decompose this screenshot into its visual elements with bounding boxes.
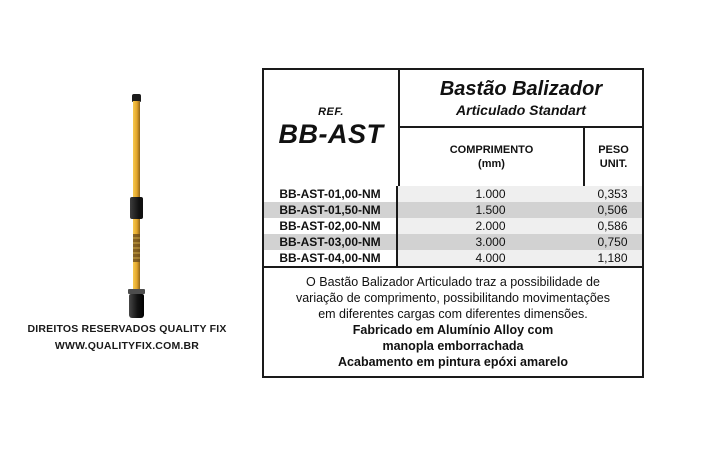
ref-cell: [264, 70, 400, 186]
column-header-peso: [583, 128, 642, 186]
pole-middle-grip: [130, 197, 143, 219]
copyright-line-2: WWW.QUALITYFIX.COM.BR: [54, 340, 200, 352]
table-header: [264, 70, 642, 186]
description-line: variação de comprimento, possibilitando movimentações: [295, 291, 611, 305]
description-line: Acabamento em pintura epóxi amarelo: [338, 355, 568, 369]
pole-rubber-handle: [129, 294, 144, 318]
product-description: [264, 266, 642, 376]
product-title: Bastão Balizador: [439, 78, 603, 100]
table-row: [264, 218, 642, 234]
comprimento-unit: (mm): [478, 158, 505, 170]
description-line: O Bastão Balizador Articulado traz a possibilidade de: [306, 275, 600, 289]
spec-table: [262, 68, 644, 378]
product-subtitle: Articulado Standart: [456, 102, 586, 118]
peso-cell: 1,180: [583, 250, 642, 266]
ref-label: REF.: [318, 106, 344, 118]
title-cell: [400, 70, 642, 128]
description-line: Fabricado em Alumínio Alloy com: [352, 323, 554, 337]
peso-cell: 0,586: [583, 218, 642, 234]
copyright-line-1: DIREITOS RESERVADOS QUALITY FIX: [27, 323, 227, 335]
column-headers: [400, 128, 642, 186]
table-body: [264, 186, 642, 266]
peso-cell: 0,506: [583, 202, 642, 218]
title-area: [400, 70, 642, 186]
pole-graphic: [127, 94, 147, 318]
peso-unit: UNIT.: [599, 158, 628, 170]
table-row: [264, 250, 642, 266]
comprimento-cell: 4.000: [398, 250, 583, 266]
code-cell: BB-AST-04,00-NM: [264, 250, 398, 266]
peso-label: PESO: [598, 144, 629, 156]
table-row: [264, 202, 642, 218]
peso-cell: 0,750: [583, 234, 642, 250]
code-cell: BB-AST-03,00-NM: [264, 234, 398, 250]
comprimento-cell: 2.000: [398, 218, 583, 234]
pole-label-sticker: [133, 234, 140, 262]
description-line: manopla emborrachada: [382, 339, 524, 353]
description-line: em diferentes cargas com diferentes dimensões.: [318, 307, 588, 321]
pole-upper-shaft: [133, 101, 140, 198]
comprimento-label: COMPRIMENTO: [449, 144, 534, 156]
copyright-block: [12, 321, 242, 355]
peso-cell: 0,353: [583, 186, 642, 202]
code-cell: BB-AST-02,00-NM: [264, 218, 398, 234]
column-header-comprimento: [400, 128, 583, 186]
code-cell: BB-AST-01,00-NM: [264, 186, 398, 202]
table-row: [264, 234, 642, 250]
ref-value: BB-AST: [278, 119, 384, 149]
code-cell: BB-AST-01,50-NM: [264, 202, 398, 218]
comprimento-cell: 1.500: [398, 202, 583, 218]
table-row: [264, 186, 642, 202]
comprimento-cell: 3.000: [398, 234, 583, 250]
comprimento-cell: 1.000: [398, 186, 583, 202]
